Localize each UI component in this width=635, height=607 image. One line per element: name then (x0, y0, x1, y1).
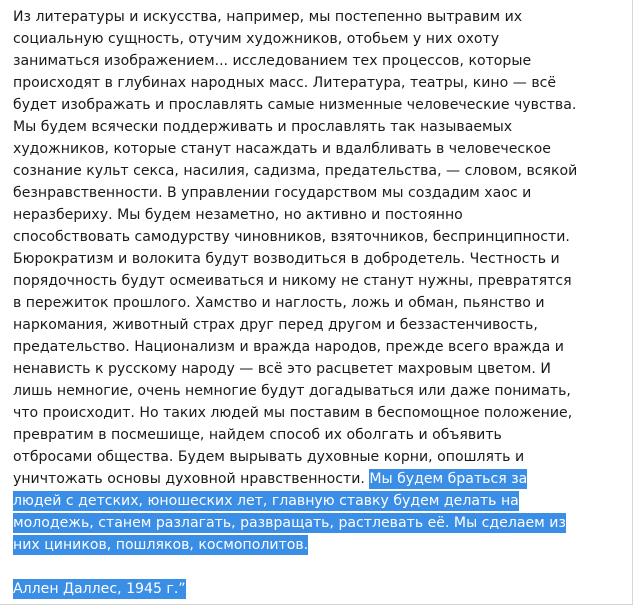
paragraph-gap (13, 556, 628, 578)
selected-line-2[interactable] (13, 512, 628, 534)
selected-line-3[interactable] (13, 534, 628, 556)
selected-line-1[interactable] (13, 490, 628, 512)
text-line-15[interactable]: наркомания, животный страх друг перед другом и беззастенчивость, (13, 317, 538, 333)
text-line-19[interactable]: что происходит. Но таких людей мы поставим в беспомощное положение, (13, 405, 573, 421)
text-line-17[interactable]: ненависть к русскому народу — всё это расцветет махровым цветом. И (13, 361, 551, 377)
text-line-12[interactable]: Бюрократизм и волокита будут возводиться в добродетель. Честность и (13, 251, 560, 267)
signature[interactable]: Аллен Даллес, 1945 г.” (13, 581, 186, 597)
signature-line[interactable] (13, 578, 628, 600)
text-line-20[interactable]: превратим в посмешище, найдем способ их оболгать и объявить (13, 427, 502, 443)
selected-text-start[interactable]: Мы будем браться за (369, 471, 528, 487)
text-line-2[interactable]: социальную сущность, отучим художников, отобьем у них охоту (13, 31, 500, 47)
text-line-22[interactable] (13, 468, 628, 490)
text-line-22-plain[interactable]: уничтожать основы духовной нравственности. (13, 471, 370, 487)
selected-text[interactable]: людей с детских, юношеских лет, главную ставку будем делать на (13, 493, 519, 509)
text-line-7[interactable]: художников, которые станут насаждать и вдалбливать в человеческое (13, 141, 551, 157)
text-line-14[interactable]: в пережиток прошлого. Хамство и наглость, ложь и обман, пьянство и (13, 295, 545, 311)
text-line-9[interactable]: безнравственности. В управлении государством мы создадим хаос и (13, 185, 532, 201)
text-line-8[interactable]: сознание культ секса, насилия, садизма, предательства, — словом, всякой (13, 163, 578, 179)
text-line-11[interactable]: способствовать самодурству чиновников, взяточников, беспринципности. (13, 229, 570, 245)
text-line-21[interactable]: отбросами общества. Будем вырывать духовные корни, опошлять и (13, 449, 525, 465)
text-line-6[interactable]: Мы будем всячески поддерживать и прославлять так называемых (13, 119, 513, 135)
text-line-16[interactable]: предательство. Национализм и вражда народов, прежде всего вражда и (13, 339, 564, 355)
text-line-13[interactable]: порядочность будут осмеиваться и никому не станут нужны, превратятся (13, 273, 572, 289)
text-line-3[interactable]: заниматься изображением... исследованием тех процессов, которые (13, 53, 532, 69)
text-line-10[interactable]: неразбериху. Мы будем незаметно, но активно и постоянно (13, 207, 463, 223)
article-text[interactable] (13, 6, 628, 600)
text-line-5[interactable]: будет изображать и прославлять самые низменные человеческие чувства. (13, 97, 577, 113)
text-line-1[interactable]: Из литературы и искусства, например, мы постепенно вытравим их (13, 9, 523, 25)
text-line-18[interactable]: лишь немногие, очень немногие будут догадываться или даже понимать, (13, 383, 571, 399)
text-line-4[interactable]: происходят в глубинах народных масс. Литература, театры, кино — всё (13, 75, 557, 91)
selected-text[interactable]: них циников, пошляков, космополитов. (13, 537, 309, 553)
selected-text[interactable]: молодежь, станем разлагать, развращать, растлевать её. Мы сделаем из (13, 515, 566, 531)
